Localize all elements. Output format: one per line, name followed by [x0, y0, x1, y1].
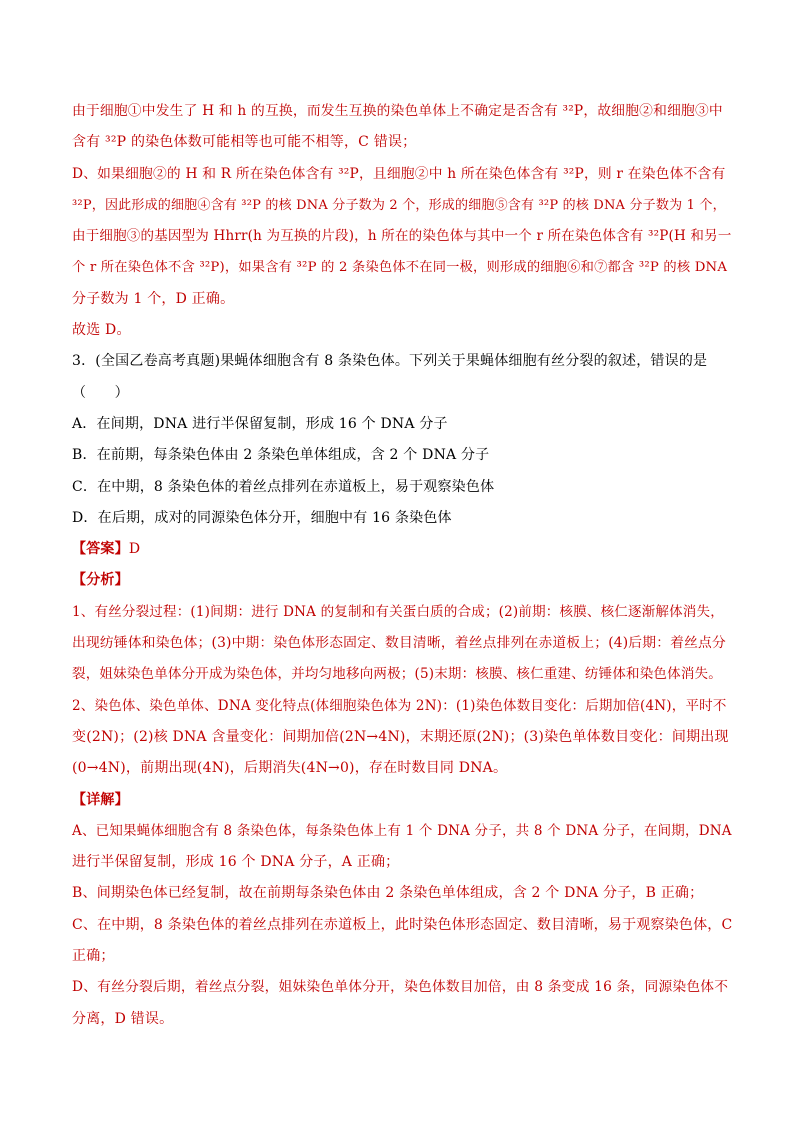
question-stem: 3．(全国乙卷高考真题)果蝇体细胞含有 8 条染色体。下列关于果蝇体细胞有丝分裂的叙述，错误的是	[72, 353, 708, 370]
prev-line-3: D、如果细胞②的 H 和 R 所在染色体含有 ³²P，且细胞②中 h 所在染色体含有 ³²P，则 r 在染色体不含有	[72, 165, 726, 182]
details-line-6: D、有丝分裂后期，着丝点分裂，姐妹染色单体分开，染色体数目加倍，由 8 条变成 16 条，同源染色体不	[72, 979, 729, 996]
analysis-line-6: (0→4N)，前期出现(4N)，后期消失(4N→0)，存在时数目同 DNA。	[72, 760, 508, 777]
question-blank: （ ）	[72, 384, 129, 401]
prev-line-2: 含有 ³²P 的染色体数可能相等也可能不相等，C 错误；	[72, 134, 417, 151]
details-line-1: A、已知果蝇体细胞含有 8 条染色体，每条染色体上有 1 个 DNA 分子，共 8 个 DNA 分子，在间期，DNA	[72, 822, 732, 839]
analysis-line-4: 2、染色体、染色单体、DNA 变化特点(体细胞染色体为 2N)：(1)染色体数目变化：后期加倍(4N)，平时不	[72, 697, 727, 714]
details-line-5: 正确；	[72, 948, 115, 965]
analysis-tag: 【分析】	[72, 572, 129, 589]
prev-line-4: ³²P，因此形成的细胞④含有 ³²P 的核 DNA 分子数为 2 个，形成的细胞⑤含有 ³²P 的核 DNA 分子数为 1 个，	[72, 197, 726, 213]
prev-line-6: 个 r 所在染色体不含 ³²P)，如果含有 ³²P 的 2 条染色体不在同一极，则形成的细胞⑥和⑦都含 ³²P 的核 DNA	[72, 260, 728, 276]
details-line-2: 进行半保留复制，形成 16 个 DNA 分子，A 正确；	[72, 854, 400, 871]
details-line-4: C、在中期，8 条染色体的着丝点排列在赤道板上，此时染色体形态固定、数目清晰，易于观察染色体，C	[72, 916, 733, 933]
option-a: A．在间期，DNA 进行半保留复制，形成 16 个 DNA 分子	[72, 415, 448, 432]
option-d: D．在后期，成对的同源染色体分开，细胞中有 16 条染色体	[72, 509, 452, 526]
option-b: B．在前期，每条染色体由 2 条染色单体组成，含 2 个 DNA 分子	[72, 447, 490, 464]
answer-line	[72, 534, 732, 565]
answer-value: D	[128, 541, 141, 558]
details-heading	[72, 785, 732, 816]
analysis-heading	[72, 565, 732, 596]
analysis-line-2: 出现纺锤体和染色体；(3)中期：染色体形态固定、数目清晰，着丝点排列在赤道板上；(4)后期：着丝点分	[72, 635, 726, 652]
prev-line-7: 分子数为 1 个，D 正确。	[72, 290, 235, 307]
analysis-line-1: 1、有丝分裂过程：(1)间期：进行 DNA 的复制和有关蛋白质的合成；(2)前期：核膜、核仁逐渐解体消失，	[72, 603, 724, 620]
prev-line-1: 由于细胞①中发生了 H 和 h 的互换，而发生互换的染色单体上不确定是否含有 ³²P，故细胞②和细胞③中	[72, 103, 723, 119]
prev-line-5: 由于细胞③的基因型为 Hhrr(h 为互换的片段)，h 所在的染色体与其中一个 r 所在染色体含有 ³²P(H 和另一	[72, 228, 732, 245]
analysis-line-5: 变(2N)；(2)核 DNA 含量变化：间期加倍(2N→4N)，末期还原(2N)；(3)染色单体数目变化：间期出现	[72, 728, 729, 745]
option-c: C．在中期，8 条染色体的着丝点排列在赤道板上，易于观察染色体	[72, 478, 495, 495]
answer-tag: 【答案】	[72, 541, 129, 558]
prev-line-8: 故选 D。	[72, 322, 131, 339]
analysis-line-3: 裂，姐妹染色单体分开成为染色体，并均匀地移向两极；(5)末期：核膜、核仁重建、纺锤体和染色体消失。	[72, 666, 722, 683]
details-line-3: B、间期染色体已经复制，故在前期每条染色体由 2 条染色单体组成，含 2 个 DNA 分子，B 正确；	[72, 885, 704, 902]
document-page	[72, 96, 732, 1035]
details-line-7: 分离，D 错误。	[72, 1010, 174, 1027]
details-tag: 【详解】	[72, 791, 129, 808]
